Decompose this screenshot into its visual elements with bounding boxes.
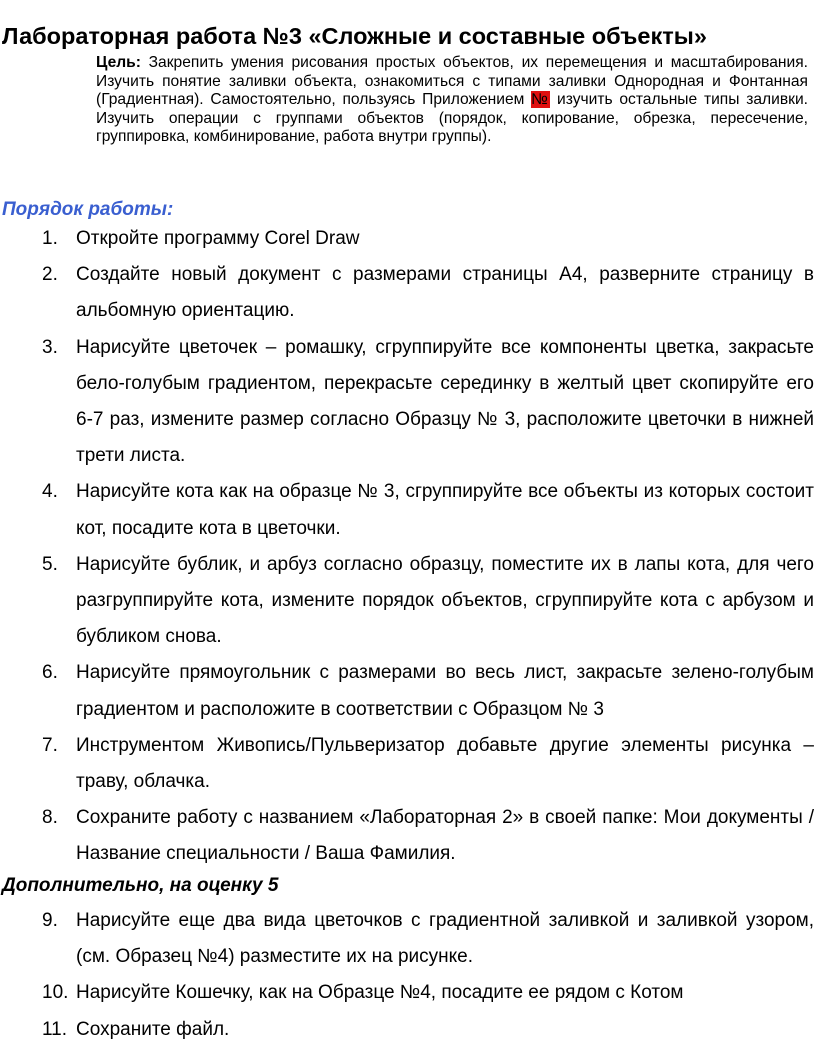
step-item (0, 975, 816, 1011)
step-number: 9. (42, 910, 58, 931)
goal-text-part2: изучить остальные типы заливки. Изучить операции с группами объектов (порядок, копирование, обрезка, пересечение, группировка, комбинирование, работа внутри группы). (96, 91, 808, 146)
step-number: 2. (42, 264, 58, 286)
goal-paragraph (96, 54, 808, 147)
document-title: Лабораторная работа №3 «Сложные и составные объекты» (2, 23, 707, 49)
step-text: Откройте программу Corel Draw (76, 228, 360, 249)
step-text: Нарисуйте прямоугольник с размерами во весь лист, закрасьте зелено-голубым градиентом и расположите в соответствии с Образцом № 3 (76, 662, 814, 720)
extra-heading: Дополнительно, на оценку 5 (2, 875, 279, 896)
step-number: 10. (42, 982, 69, 1004)
step-text: Нарисуйте кота как на образце № 3, сгруппируйте все объекты из которых состоит кот, посадите кота в цветочки. (76, 481, 814, 539)
step-number: 3. (42, 336, 58, 358)
step-text: Нарисуйте цветочек – ромашку, сгруппируйте все компоненты цветка, закрасьте бело-голубым градиентом, перекрасьте серединку в желтый цвет скопируйте его 6-7 раз, измените размер согласно Образцу № 3, расположите цветочки в нижней трети листа. (76, 336, 814, 467)
step-number: 8. (42, 807, 58, 829)
step-number: 6. (42, 662, 58, 684)
step-number: 7. (42, 734, 58, 756)
step-text: Нарисуйте еще два вида цветочков с градиентной заливкой и заливкой узором, (см. Образец №4) разместите их на рисунке. (76, 910, 814, 968)
step-item (0, 330, 816, 475)
step-number: 5. (42, 553, 58, 575)
step-text: Инструментом Живопись/Пульверизатор добавьте другие элементы рисунка – траву, облачка. (76, 734, 814, 793)
step-item (0, 728, 816, 800)
step-item (0, 800, 816, 872)
step-item (0, 221, 816, 257)
step-text: Нарисуйте Кошечку, как на Образце №4, посадите ее рядом с Котом (76, 982, 684, 1004)
procedure-heading: Порядок работы: (2, 199, 174, 220)
goal-label: Цель: (96, 54, 141, 71)
step-number: 4. (42, 481, 58, 503)
step-text: Создайте новый документ с размерами страницы А4, разверните страницу в альбомную ориентацию. (76, 264, 814, 322)
step-item (0, 547, 816, 656)
step-number: 1. (42, 228, 58, 249)
highlighted-number-sign: № (531, 91, 551, 109)
step-number: 11. (42, 1018, 68, 1040)
procedure-steps-list (0, 221, 816, 873)
step-item (0, 474, 816, 546)
step-text: Сохраните файл. (76, 1018, 230, 1040)
extra-steps-list (0, 903, 816, 1048)
step-item (0, 655, 816, 727)
step-item (0, 1012, 816, 1048)
step-item (0, 903, 816, 975)
step-text: Сохраните работу с названием «Лабораторная 2» в своей папке: Мои документы / Название специальности / Ваша Фамилия. (76, 807, 814, 865)
step-item (0, 257, 816, 329)
step-text: Нарисуйте бублик, и арбуз согласно образцу, поместите их в лапы кота, для чего разгруппируйте кота, измените порядок объектов, сгруппируйте кота с арбузом и бубликом снова. (76, 553, 814, 648)
goal-text-part1: Закрепить умения рисования простых объектов, их перемещения и масштабирования. Изучить понятие заливки объекта, ознакомиться с типами заливки Однородная и Фонтанная (Градиентная). Самостоятельно, пользуясь Приложением (96, 54, 808, 109)
